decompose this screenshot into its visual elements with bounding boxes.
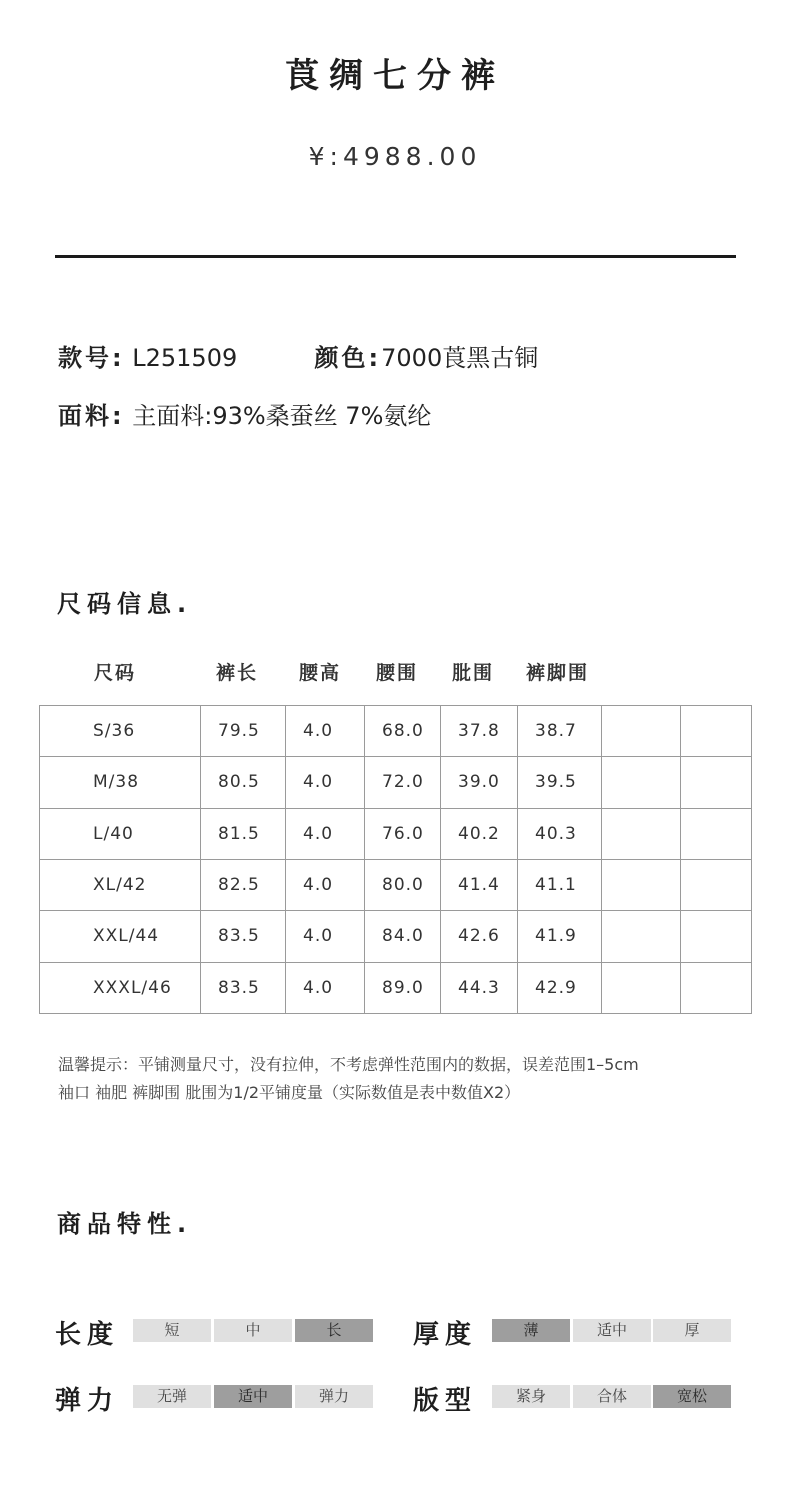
table-cell: 68.0 bbox=[365, 706, 441, 757]
length-option-short: 短 bbox=[133, 1319, 211, 1342]
table-cell: XXL/44 bbox=[40, 911, 201, 962]
table-cell bbox=[602, 859, 681, 910]
length-option-medium: 中 bbox=[214, 1319, 292, 1342]
product-price: ¥:4988.00 bbox=[308, 142, 482, 171]
size-header-length: 裤长 bbox=[216, 662, 259, 684]
table-row bbox=[40, 911, 752, 962]
table-cell: 42.6 bbox=[441, 911, 518, 962]
table-cell: 76.0 bbox=[365, 808, 441, 859]
table-cell: 4.0 bbox=[286, 859, 365, 910]
table-cell bbox=[602, 911, 681, 962]
table-cell: 39.0 bbox=[441, 757, 518, 808]
table-cell: 80.0 bbox=[365, 859, 441, 910]
table-cell: 4.0 bbox=[286, 962, 365, 1013]
table-row bbox=[40, 706, 752, 757]
thickness-option-thick: 厚 bbox=[653, 1319, 731, 1342]
color-value: 7000莨黑古铜 bbox=[381, 344, 539, 372]
table-row bbox=[40, 962, 752, 1013]
feature-label-length: 长度 bbox=[55, 1320, 120, 1350]
elasticity-option-medium: 适中 bbox=[214, 1385, 292, 1408]
table-cell bbox=[602, 706, 681, 757]
table-row bbox=[40, 859, 752, 910]
table-row bbox=[40, 808, 752, 859]
table-cell: 42.9 bbox=[518, 962, 602, 1013]
table-cell: 89.0 bbox=[365, 962, 441, 1013]
table-cell bbox=[681, 911, 752, 962]
info-line-style-color bbox=[58, 338, 538, 373]
feature-section-title: 商品特性. bbox=[57, 1210, 193, 1238]
table-cell: 72.0 bbox=[365, 757, 441, 808]
table-cell: S/36 bbox=[40, 706, 201, 757]
product-title: 莨绸七分裤 bbox=[285, 56, 505, 96]
feature-label-thickness: 厚度 bbox=[413, 1320, 478, 1350]
size-header-size: 尺码 bbox=[94, 662, 137, 684]
table-cell bbox=[681, 808, 752, 859]
size-header-waist: 腰围 bbox=[376, 662, 419, 684]
size-header-hip: 肶围 bbox=[452, 662, 495, 684]
table-cell: 39.5 bbox=[518, 757, 602, 808]
table-cell: 80.5 bbox=[201, 757, 286, 808]
table-cell: 40.2 bbox=[441, 808, 518, 859]
size-section-title: 尺码信息. bbox=[57, 590, 193, 618]
table-row bbox=[40, 757, 752, 808]
table-cell: 81.5 bbox=[201, 808, 286, 859]
table-cell: 4.0 bbox=[286, 706, 365, 757]
table-cell bbox=[681, 962, 752, 1013]
size-header-hem: 裤脚围 bbox=[526, 662, 590, 684]
feature-label-fit: 版型 bbox=[413, 1386, 478, 1416]
table-cell: 79.5 bbox=[201, 706, 286, 757]
table-cell: 4.0 bbox=[286, 911, 365, 962]
size-header-waist-height: 腰高 bbox=[299, 662, 342, 684]
color-label: 颜色: bbox=[314, 344, 382, 372]
table-cell: 41.9 bbox=[518, 911, 602, 962]
table-cell: 84.0 bbox=[365, 911, 441, 962]
fit-option-slim: 紧身 bbox=[492, 1385, 570, 1408]
table-cell: 37.8 bbox=[441, 706, 518, 757]
fabric-label: 面料: bbox=[58, 402, 125, 430]
elasticity-option-none: 无弹 bbox=[133, 1385, 211, 1408]
divider-rule bbox=[55, 255, 736, 258]
size-table bbox=[39, 705, 752, 1014]
style-no-value: L251509 bbox=[132, 344, 238, 372]
table-cell: 4.0 bbox=[286, 808, 365, 859]
table-cell: 40.3 bbox=[518, 808, 602, 859]
table-cell bbox=[602, 757, 681, 808]
note-measure: 温馨提示：平铺测量尺寸，没有拉伸，不考虑弹性范围内的数据，误差范围1–5cm bbox=[58, 1055, 639, 1074]
table-cell: 83.5 bbox=[201, 911, 286, 962]
table-cell: 38.7 bbox=[518, 706, 602, 757]
table-cell bbox=[681, 706, 752, 757]
table-cell: 82.5 bbox=[201, 859, 286, 910]
style-no-label: 款号: bbox=[58, 344, 125, 372]
table-cell bbox=[681, 859, 752, 910]
table-cell: L/40 bbox=[40, 808, 201, 859]
table-cell: 44.3 bbox=[441, 962, 518, 1013]
feature-label-elasticity: 弹力 bbox=[55, 1386, 120, 1416]
table-cell bbox=[681, 757, 752, 808]
table-cell bbox=[602, 962, 681, 1013]
fit-option-regular: 合体 bbox=[573, 1385, 651, 1408]
table-cell bbox=[602, 808, 681, 859]
table-cell: 4.0 bbox=[286, 757, 365, 808]
fabric-value: 主面料:93%桑蚕丝 7%氨纶 bbox=[132, 402, 432, 430]
thickness-option-medium: 适中 bbox=[573, 1319, 651, 1342]
table-cell: XL/42 bbox=[40, 859, 201, 910]
length-option-long: 长 bbox=[295, 1319, 373, 1342]
table-cell: 41.4 bbox=[441, 859, 518, 910]
table-cell: M/38 bbox=[40, 757, 201, 808]
note-half-measure: 袖口 袖肥 裤脚围 肶围为1/2平铺度量（实际数值是表中数值X2） bbox=[58, 1083, 521, 1102]
info-line-fabric bbox=[58, 396, 431, 431]
table-cell: XXXL/46 bbox=[40, 962, 201, 1013]
fit-option-loose: 宽松 bbox=[653, 1385, 731, 1408]
thickness-option-thin: 薄 bbox=[492, 1319, 570, 1342]
table-cell: 41.1 bbox=[518, 859, 602, 910]
table-cell: 83.5 bbox=[201, 962, 286, 1013]
elasticity-option-stretch: 弹力 bbox=[295, 1385, 373, 1408]
